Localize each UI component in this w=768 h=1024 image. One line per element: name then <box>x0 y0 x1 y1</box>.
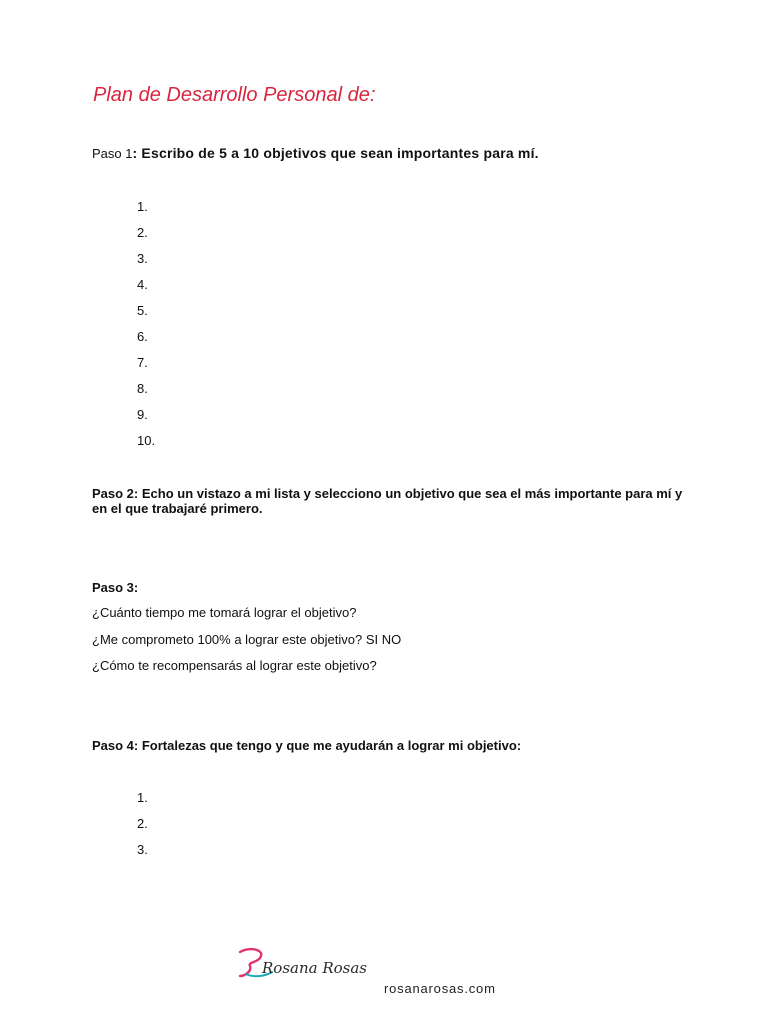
page-title: Plan de Desarrollo Personal de: <box>93 84 376 106</box>
paso1-text: : Escribo de 5 a 10 objetivos que sean importantes para mí. <box>132 145 539 161</box>
paso1-list-item: 9. <box>137 407 148 422</box>
paso3-question: ¿Me comprometo 100% a lograr este objetivo? SI NO <box>92 632 402 647</box>
paso3-heading: Paso 3: <box>92 580 139 595</box>
paso2-text: Paso 2: Echo un vistazo a mi lista y selecciono un objetivo que sea el más importante para mí y en el que trabajaré primero. <box>92 486 683 516</box>
paso1-list-item: 6. <box>137 329 148 344</box>
paso1-list-item: 3. <box>137 251 148 266</box>
paso3-question: ¿Cómo te recompensarás al lograr este objetivo? <box>92 658 377 673</box>
paso4-list-item: 3. <box>137 842 148 857</box>
paso1-list-item: 7. <box>137 355 148 370</box>
paso1-list-item: 1. <box>137 199 148 214</box>
paso1-list-item: 4. <box>137 277 148 292</box>
logo-text: Rosana Rosas <box>262 959 367 977</box>
paso4-list-item: 2. <box>137 816 148 831</box>
paso1-label: Paso 1 <box>92 146 133 161</box>
logo-swirl-icon <box>240 949 261 976</box>
paso1-list-item: 8. <box>137 381 148 396</box>
paso3-question: ¿Cuánto tiempo me tomará lograr el objetivo? <box>92 605 357 620</box>
paso1-list-item: 2. <box>137 225 148 240</box>
paso1-list-item: 5. <box>137 303 148 318</box>
paso1-list-item: 10. <box>137 433 156 448</box>
rosana-rosas-logo <box>236 946 376 980</box>
paso4-text: Paso 4: Fortalezas que tengo y que me ayudarán a lograr mi objetivo: <box>92 738 522 753</box>
website-url: rosanarosas.com <box>384 981 496 996</box>
paso4-list-item: 1. <box>137 790 148 805</box>
paso1-heading <box>92 145 539 161</box>
